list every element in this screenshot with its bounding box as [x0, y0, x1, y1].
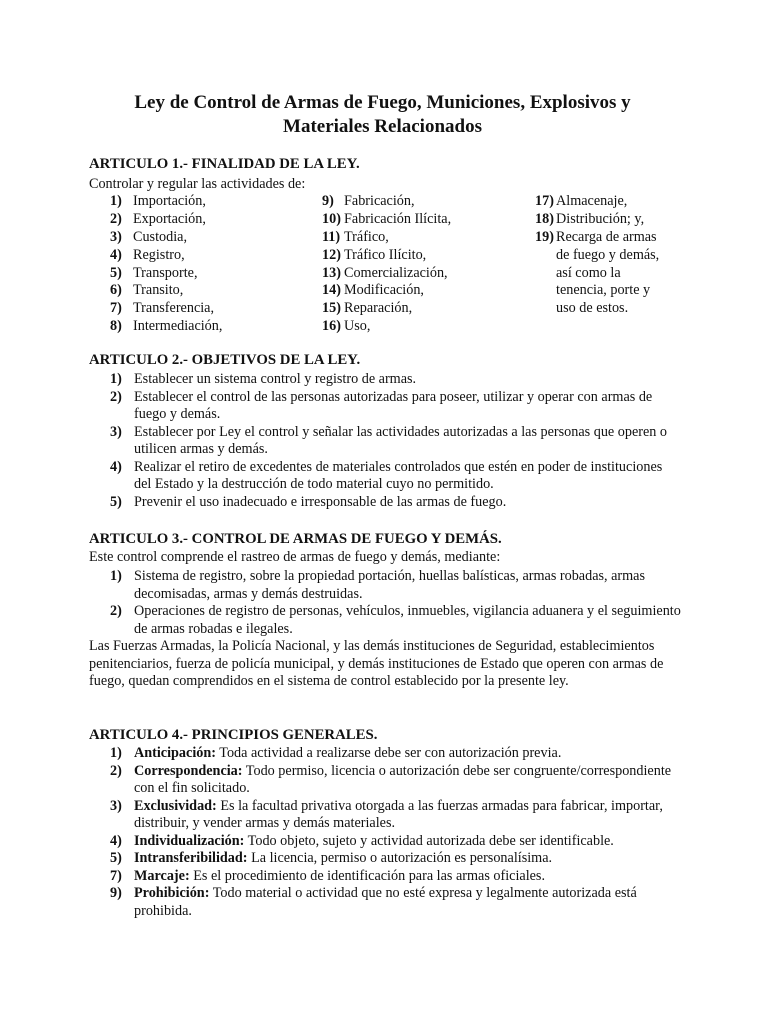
list-item: 15) Reparación,: [322, 300, 413, 317]
list-item: 8) Intermediación,: [110, 318, 223, 335]
document-title: [95, 91, 670, 139]
list-item: 2) Establecer el control de las personas autorizadas para poseer, utilizar y operar con armas de fuego y demás.: [110, 388, 653, 422]
list-item: 3) Exclusividad: Es la facultad privativa otorgada a las fuerzas armadas para fabricar, importar, distribuir, y vender armas y demás materiales.: [110, 797, 663, 831]
list-item: 16) Uso,: [322, 318, 371, 335]
list-item-continued: de fuego y demás,: [556, 246, 660, 263]
list-item: 5) Transporte,: [110, 264, 198, 281]
list-item: 2) Operaciones de registro de personas, vehículos, inmuebles, vigilancia aduanera y el seguimiento de armas robadas e ilegales.: [110, 603, 681, 637]
article-2-heading: ARTICULO 2.- OBJETIVOS DE LA LEY.: [89, 352, 361, 368]
list-item-continued: uso de estos.: [556, 300, 629, 317]
title-line-2: Materiales Relacionados: [283, 116, 482, 137]
article-3-closing: Las Fuerzas Armadas, la Policía Nacional, y las demás instituciones de Seguridad, establecimientos penitenciarios, fuerza de policía municipal, y demás instituciones de Estado que operen con armas de fuego, quedan comprendidos en el sistema de control establecido por la presente ley.: [89, 638, 664, 689]
list-item: 19) Recarga de armas: [535, 228, 657, 245]
article-3-intro: Este control comprende el rastreo de armas de fuego y demás, mediante:: [89, 549, 501, 565]
list-item: 11) Tráfico,: [322, 228, 389, 245]
article-1-column-1: [110, 193, 222, 336]
article-1-column-2: [322, 193, 451, 336]
article-3-list: [89, 568, 687, 638]
list-item: 3) Establecer por Ley el control y señalar las actividades autorizadas a las personas que operen o utilicen armas y demás.: [110, 423, 667, 457]
list-item: 1) Importación,: [110, 193, 206, 209]
list-item: 2) Correspondencia: Todo permiso, licencia o autorización debe ser congruente/correspondiente con el fin solicitado.: [110, 762, 672, 796]
list-item: 10) Fabricación Ilícita,: [322, 210, 452, 227]
list-item: 7) Transferencia,: [110, 300, 215, 317]
list-item: 1) Establecer un sistema control y registro de armas.: [110, 371, 417, 387]
list-item-continued: tenencia, porte y: [556, 282, 651, 299]
article-1-heading: ARTICULO 1.- FINALIDAD DE LA LEY.: [89, 156, 360, 172]
list-item: 18) Distribución; y,: [535, 210, 645, 227]
article-1-intro: Controlar y regular las actividades de:: [89, 176, 306, 192]
list-item: 2) Exportación,: [110, 210, 206, 227]
list-item: 9) Fabricación,: [322, 193, 415, 209]
list-item: 1) Anticipación: Toda actividad a realizarse debe ser con autorización previa.: [110, 745, 562, 761]
list-item: 3) Custodia,: [110, 228, 187, 245]
list-item-continued: así como la: [556, 264, 621, 281]
article-3-heading: ARTICULO 3.- CONTROL DE ARMAS DE FUEGO Y DEMÁS.: [89, 531, 502, 547]
list-item: 6) Transito,: [110, 282, 184, 299]
list-item: 7) Marcaje: Es el procedimiento de identificación para las armas oficiales.: [110, 867, 546, 884]
list-item: 4) Registro,: [110, 246, 185, 263]
list-item: 13) Comercialización,: [322, 264, 448, 281]
list-item: 4) Realizar el retiro de excedentes de materiales controlados que estén en poder de instituciones del Estado y la destrucción de todo material cuyo no permitido.: [110, 458, 663, 492]
article-4-list: [89, 745, 679, 920]
list-item: 14) Modificación,: [322, 282, 424, 299]
list-item: 1) Sistema de registro, sobre la propiedad portación, huellas balísticas, armas robadas, armas decomisadas, armas y demás destruidas.: [110, 568, 645, 602]
list-item: 17) Almacenaje,: [535, 193, 628, 209]
article-4-heading: ARTICULO 4.- PRINCIPIOS GENERALES.: [89, 727, 378, 743]
list-item: 12) Tráfico Ilícito,: [322, 246, 427, 263]
list-item: 9) Prohibición: Todo material o actividad que no esté expresa y legalmente autorizada está prohibida.: [110, 885, 637, 919]
title-line-1: Ley de Control de Armas de Fuego, Municiones, Explosivos y: [134, 92, 631, 113]
article-1-column-3: [535, 193, 659, 318]
list-item: 4) Individualización: Todo objeto, sujeto y actividad autorizada debe ser identificable.: [110, 832, 614, 849]
article-2-list: [89, 371, 669, 511]
list-item: 5) Prevenir el uso inadecuado e irresponsable de las armas de fuego.: [110, 493, 507, 510]
list-item: 5) Intransferibilidad: La licencia, permiso o autorización es personalísima.: [110, 850, 553, 866]
